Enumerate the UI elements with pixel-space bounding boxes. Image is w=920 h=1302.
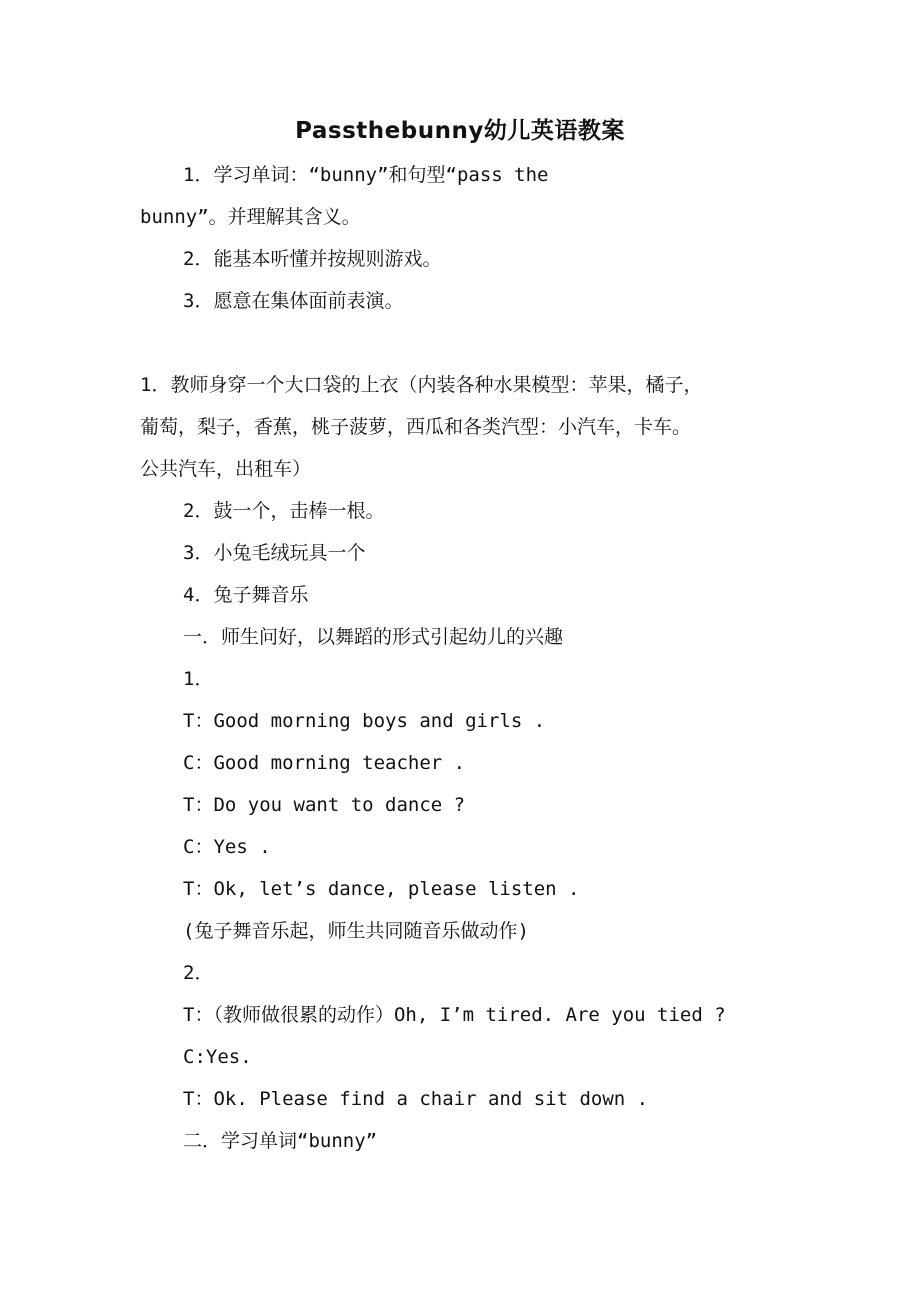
- objective-1-line-2: bunny”。并理解其含义。: [140, 206, 361, 228]
- step-number-1: 1．: [183, 668, 214, 690]
- document-title: Passthebunny幼儿英语教案: [295, 118, 625, 144]
- step-number-2: 2．: [183, 962, 214, 984]
- dialogue-line: T：（教师做很累的动作）Oh, I’m tired. Are you tied ?: [183, 1004, 726, 1026]
- dialogue-line: T：Good morning boys and girls .: [183, 710, 546, 732]
- material-1-line-3: 公共汽车，出租车）: [140, 458, 312, 480]
- material-1-line-1: 1．教师身穿一个大口袋的上衣（内装各种水果模型：苹果，橘子，: [140, 374, 703, 396]
- objective-3: 3．愿意在集体面前表演。: [183, 290, 404, 312]
- section-heading-1: 一．师生问好，以舞蹈的形式引起幼儿的兴趣: [183, 626, 564, 648]
- section-heading-2: 二．学习单词“bunny”: [183, 1130, 378, 1152]
- material-2: 2．鼓一个，击棒一根。: [183, 500, 385, 522]
- stage-direction: (兔子舞音乐起，师生共同随音乐做动作): [183, 920, 529, 942]
- objective-1-line-1: 1．学习单词：“bunny”和句型“pass the: [183, 164, 549, 186]
- dialogue-line: T：Ok, let’s dance, please listen .: [183, 878, 580, 900]
- dialogue-line: C：Yes .: [183, 836, 271, 858]
- material-1-line-2: 葡萄，梨子，香蕉，桃子菠萝，西瓜和各类汽型：小汽车，卡车。: [140, 416, 692, 438]
- dialogue-line: T：Ok. Please find a chair and sit down .: [183, 1088, 649, 1110]
- objective-2: 2．能基本听懂并按规则游戏。: [183, 248, 442, 270]
- dialogue-line: C：Good morning teacher .: [183, 752, 466, 774]
- dialogue-line: C:Yes.: [183, 1046, 252, 1068]
- material-4: 4．兔子舞音乐: [183, 584, 309, 606]
- dialogue-line: T：Do you want to dance ?: [183, 794, 466, 816]
- material-3: 3．小兔毛绒玩具一个: [183, 542, 366, 564]
